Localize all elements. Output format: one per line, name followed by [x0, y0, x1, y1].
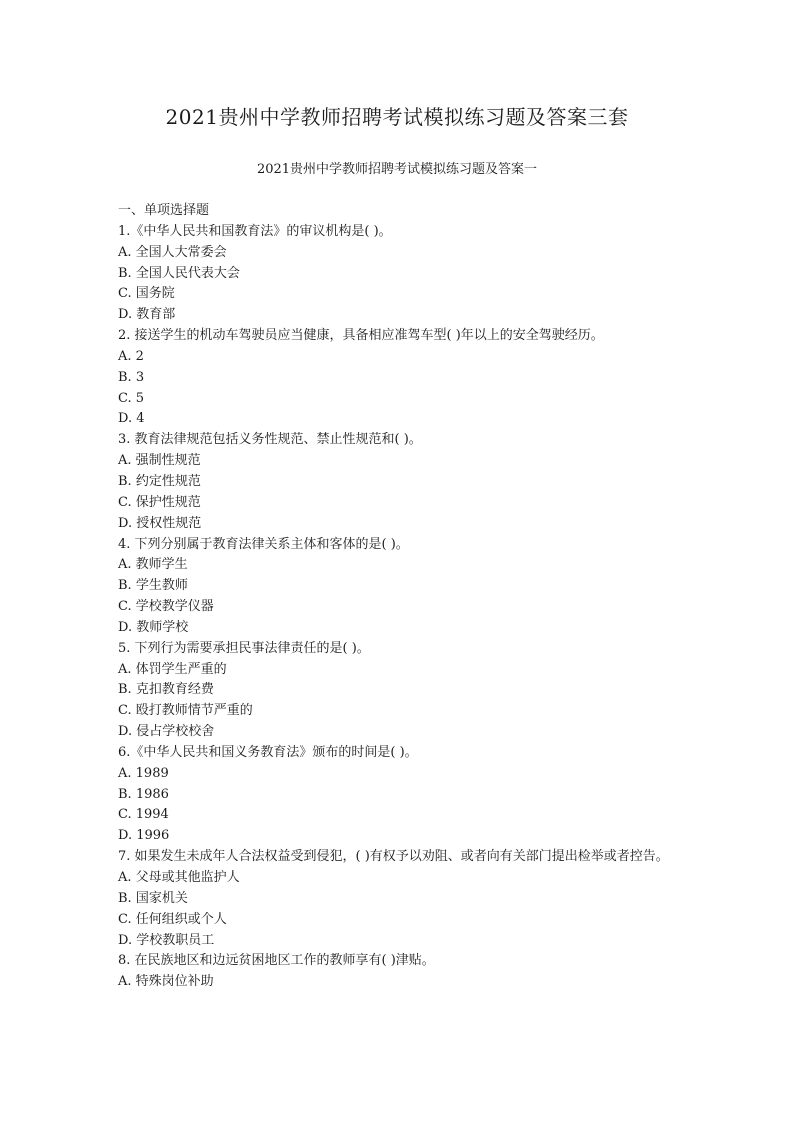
- question-4-option-d: D. 教师学校: [118, 619, 189, 635]
- question-2-option-d: D. 4: [118, 411, 145, 427]
- question-1-option-c: C. 国务院: [118, 286, 175, 302]
- question-1-option-d: D. 教育部: [118, 307, 176, 323]
- question-list: [118, 201, 678, 993]
- question-5-option-a: A. 体罚学生严重的: [118, 661, 227, 677]
- question-3-option-b: B. 约定性规范: [118, 473, 201, 489]
- question-7-stem: 7. 如果发生未成年人合法权益受到侵犯，( )有权予以劝阻、或者向有关部门提出检举或者控告。: [118, 849, 669, 865]
- question-5-option-c: C. 殴打教师情节严重的: [118, 703, 253, 719]
- question-8-option-a: A. 特殊岗位补助: [118, 974, 214, 990]
- question-4-option-b: B. 学生教师: [118, 578, 188, 594]
- question-1-option-a: A. 全国人大常委会: [118, 244, 227, 260]
- question-7-option-d: D. 学校教职员工: [118, 932, 215, 948]
- question-6-stem: 6.《中华人民共和国义务教育法》颁布的时间是( )。: [118, 744, 418, 760]
- document-title: 2021贵州中学教师招聘考试模拟练习题及答案三套: [165, 105, 629, 129]
- question-8-stem: 8. 在民族地区和边远贫困地区工作的教师享有( )津贴。: [118, 953, 435, 969]
- question-4-option-a: A. 教师学生: [118, 557, 188, 573]
- question-6-option-c: C. 1994: [118, 807, 169, 823]
- question-3-stem: 3. 教育法律规范包括义务性规范、禁止性规范和( )。: [118, 432, 422, 448]
- question-4-option-c: C. 学校教学仪器: [118, 599, 214, 615]
- question-3-option-c: C. 保护性规范: [118, 494, 201, 510]
- question-4-stem: 4. 下列分别属于教育法律关系主体和客体的是( )。: [118, 536, 409, 552]
- question-3-option-d: D. 授权性规范: [118, 515, 202, 531]
- question-7-option-c: C. 任何组织或个人: [118, 911, 227, 927]
- question-7-option-b: B. 国家机关: [118, 890, 188, 906]
- question-2-option-a: A. 2: [118, 348, 144, 364]
- question-6-option-b: B. 1986: [118, 786, 169, 802]
- question-7-option-a: A. 父母或其他监护人: [118, 870, 240, 885]
- question-5-option-b: B. 克扣教育经费: [118, 682, 214, 698]
- question-1-stem: 1.《中华人民共和国教育法》的审议机构是( )。: [118, 223, 392, 239]
- question-1-option-b: B. 全国人民代表大会: [118, 265, 240, 281]
- section-heading: 一、单项选择题: [118, 203, 210, 218]
- document-subtitle: 2021贵州中学教师招聘考试模拟练习题及答案一: [256, 162, 538, 177]
- question-5-option-d: D. 侵占学校校舍: [118, 724, 215, 740]
- question-6-option-a: A. 1989: [118, 765, 169, 781]
- question-5-stem: 5. 下列行为需要承担民事法律责任的是( )。: [118, 640, 370, 656]
- question-3-option-a: A. 强制性规范: [118, 453, 201, 469]
- question-2-option-b: B. 3: [118, 369, 145, 385]
- question-2-stem: 2. 接送学生的机动车驾驶员应当健康，具备相应准驾车型( )年以上的安全驾驶经历。: [118, 328, 604, 344]
- question-2-option-c: C. 5: [118, 390, 145, 406]
- question-6-option-d: D. 1996: [118, 828, 170, 844]
